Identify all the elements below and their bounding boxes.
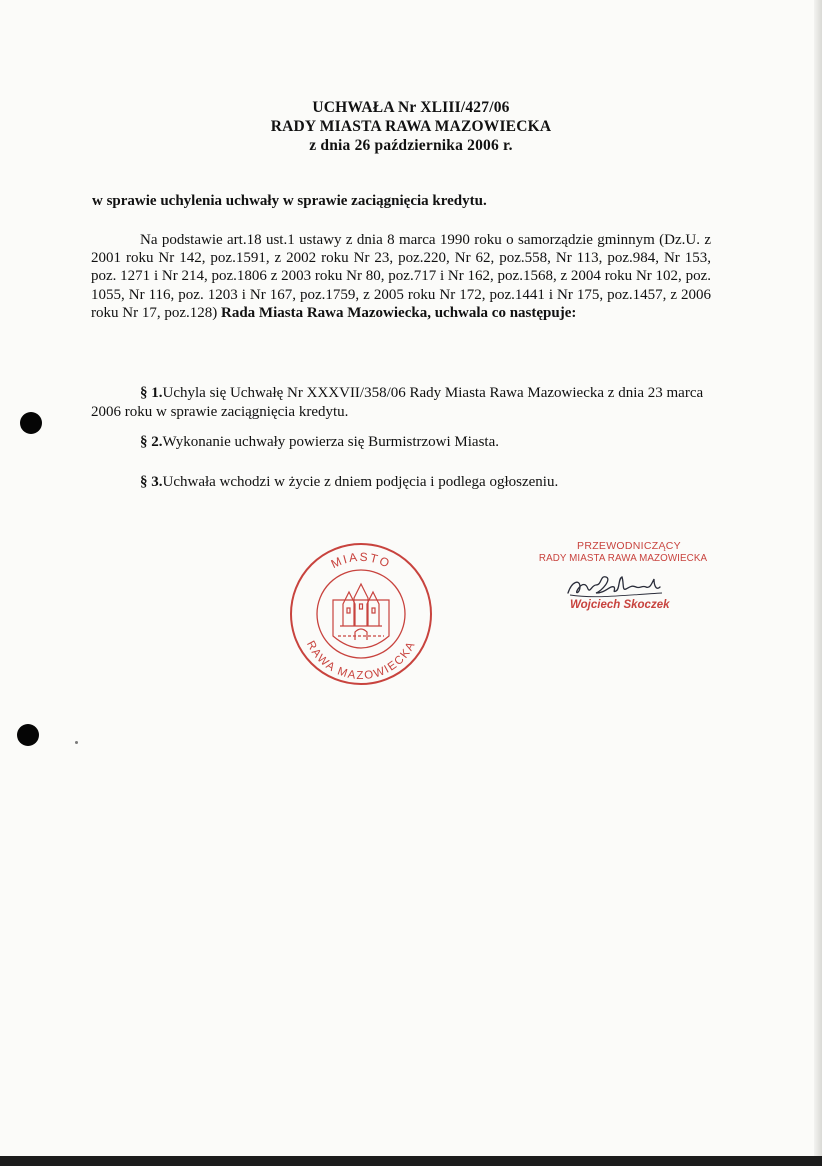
paragraph-2-sign: § 2. — [140, 434, 163, 450]
preamble-text: Na podstawie art.18 ust.1 ustawy z dnia 8 marca 1990 roku o samorządzie gminnym (Dz.U. z 2001 roku Nr 142, poz.1591, z 2002 roku Nr 23, poz.220, Nr 62, poz.558, Nr 113, poz.984, Nr 153, poz. 1271 i Nr 214, poz.1806 z 2003 roku Nr 80, poz.717 i Nr 162, poz.1568, z 2004 roku Nr 102, poz. 1055, Nr 116, poz. 1203 i Nr 167, poz.1759, z 2005 roku Nr 172, poz.1441 i Nr 175, poz.1457, z 2006 roku Nr 17, poz.128) — [91, 232, 711, 321]
preamble-bold-tail: Rada Miasta Rawa Mazowiecka, uchwala co następuje: — [220, 304, 577, 321]
resolution-subject: w sprawie uchylenia uchwały w sprawie zaciągnięcia kredytu. — [92, 193, 487, 209]
paragraph-2-text: Wykonanie uchwały powierza się Burmistrzowi Miasta. — [162, 434, 500, 450]
castle-coat-of-arms-icon — [333, 584, 389, 648]
resolution-title: UCHWAŁA Nr XLIII/427/06 — [312, 99, 510, 116]
paragraph-1-text: Uchyla się Uchwałę Nr XXXVII/358/06 Rady Miasta Rawa Mazowiecka z dnia 23 marca 2006 roku w sprawie zaciągnięcia kredytu. — [91, 385, 704, 420]
resolution-date: z dnia 26 października 2006 r. — [309, 137, 513, 154]
paragraph-3-sign: § 3. — [140, 474, 163, 490]
council-name-title: RADY MIASTA RAWA MAZOWIECKA — [270, 118, 552, 135]
seal-bottom-text: RAWA MAZOWIECKA — [303, 639, 419, 683]
paragraph-3 — [91, 473, 711, 492]
chairman-name: Wojciech Skoczek — [570, 599, 670, 611]
paragraph-3-text: Uchwała wchodzi w życie z dniem podjęcia i podlega ogłoszeniu. — [162, 474, 559, 490]
handwritten-signature-icon — [566, 571, 684, 601]
paragraph-1 — [91, 384, 711, 421]
scan-edge-bottom — [0, 1156, 822, 1166]
punch-hole-top — [20, 412, 42, 434]
city-seal-stamp — [288, 540, 434, 688]
scan-edge-right — [814, 0, 822, 1156]
dust-speck — [75, 741, 78, 744]
chairman-signature-block — [528, 540, 718, 611]
seal-top-text: MIASTO — [328, 549, 394, 572]
council-name: RADY MIASTA RAWA MAZOWIECKA — [538, 553, 708, 564]
punch-hole-bottom — [17, 724, 39, 746]
chairman-title: PRZEWODNICZĄCY — [577, 540, 681, 552]
legal-basis-preamble — [91, 231, 711, 322]
paragraph-2 — [91, 433, 711, 452]
paragraph-1-sign: § 1. — [140, 385, 163, 401]
